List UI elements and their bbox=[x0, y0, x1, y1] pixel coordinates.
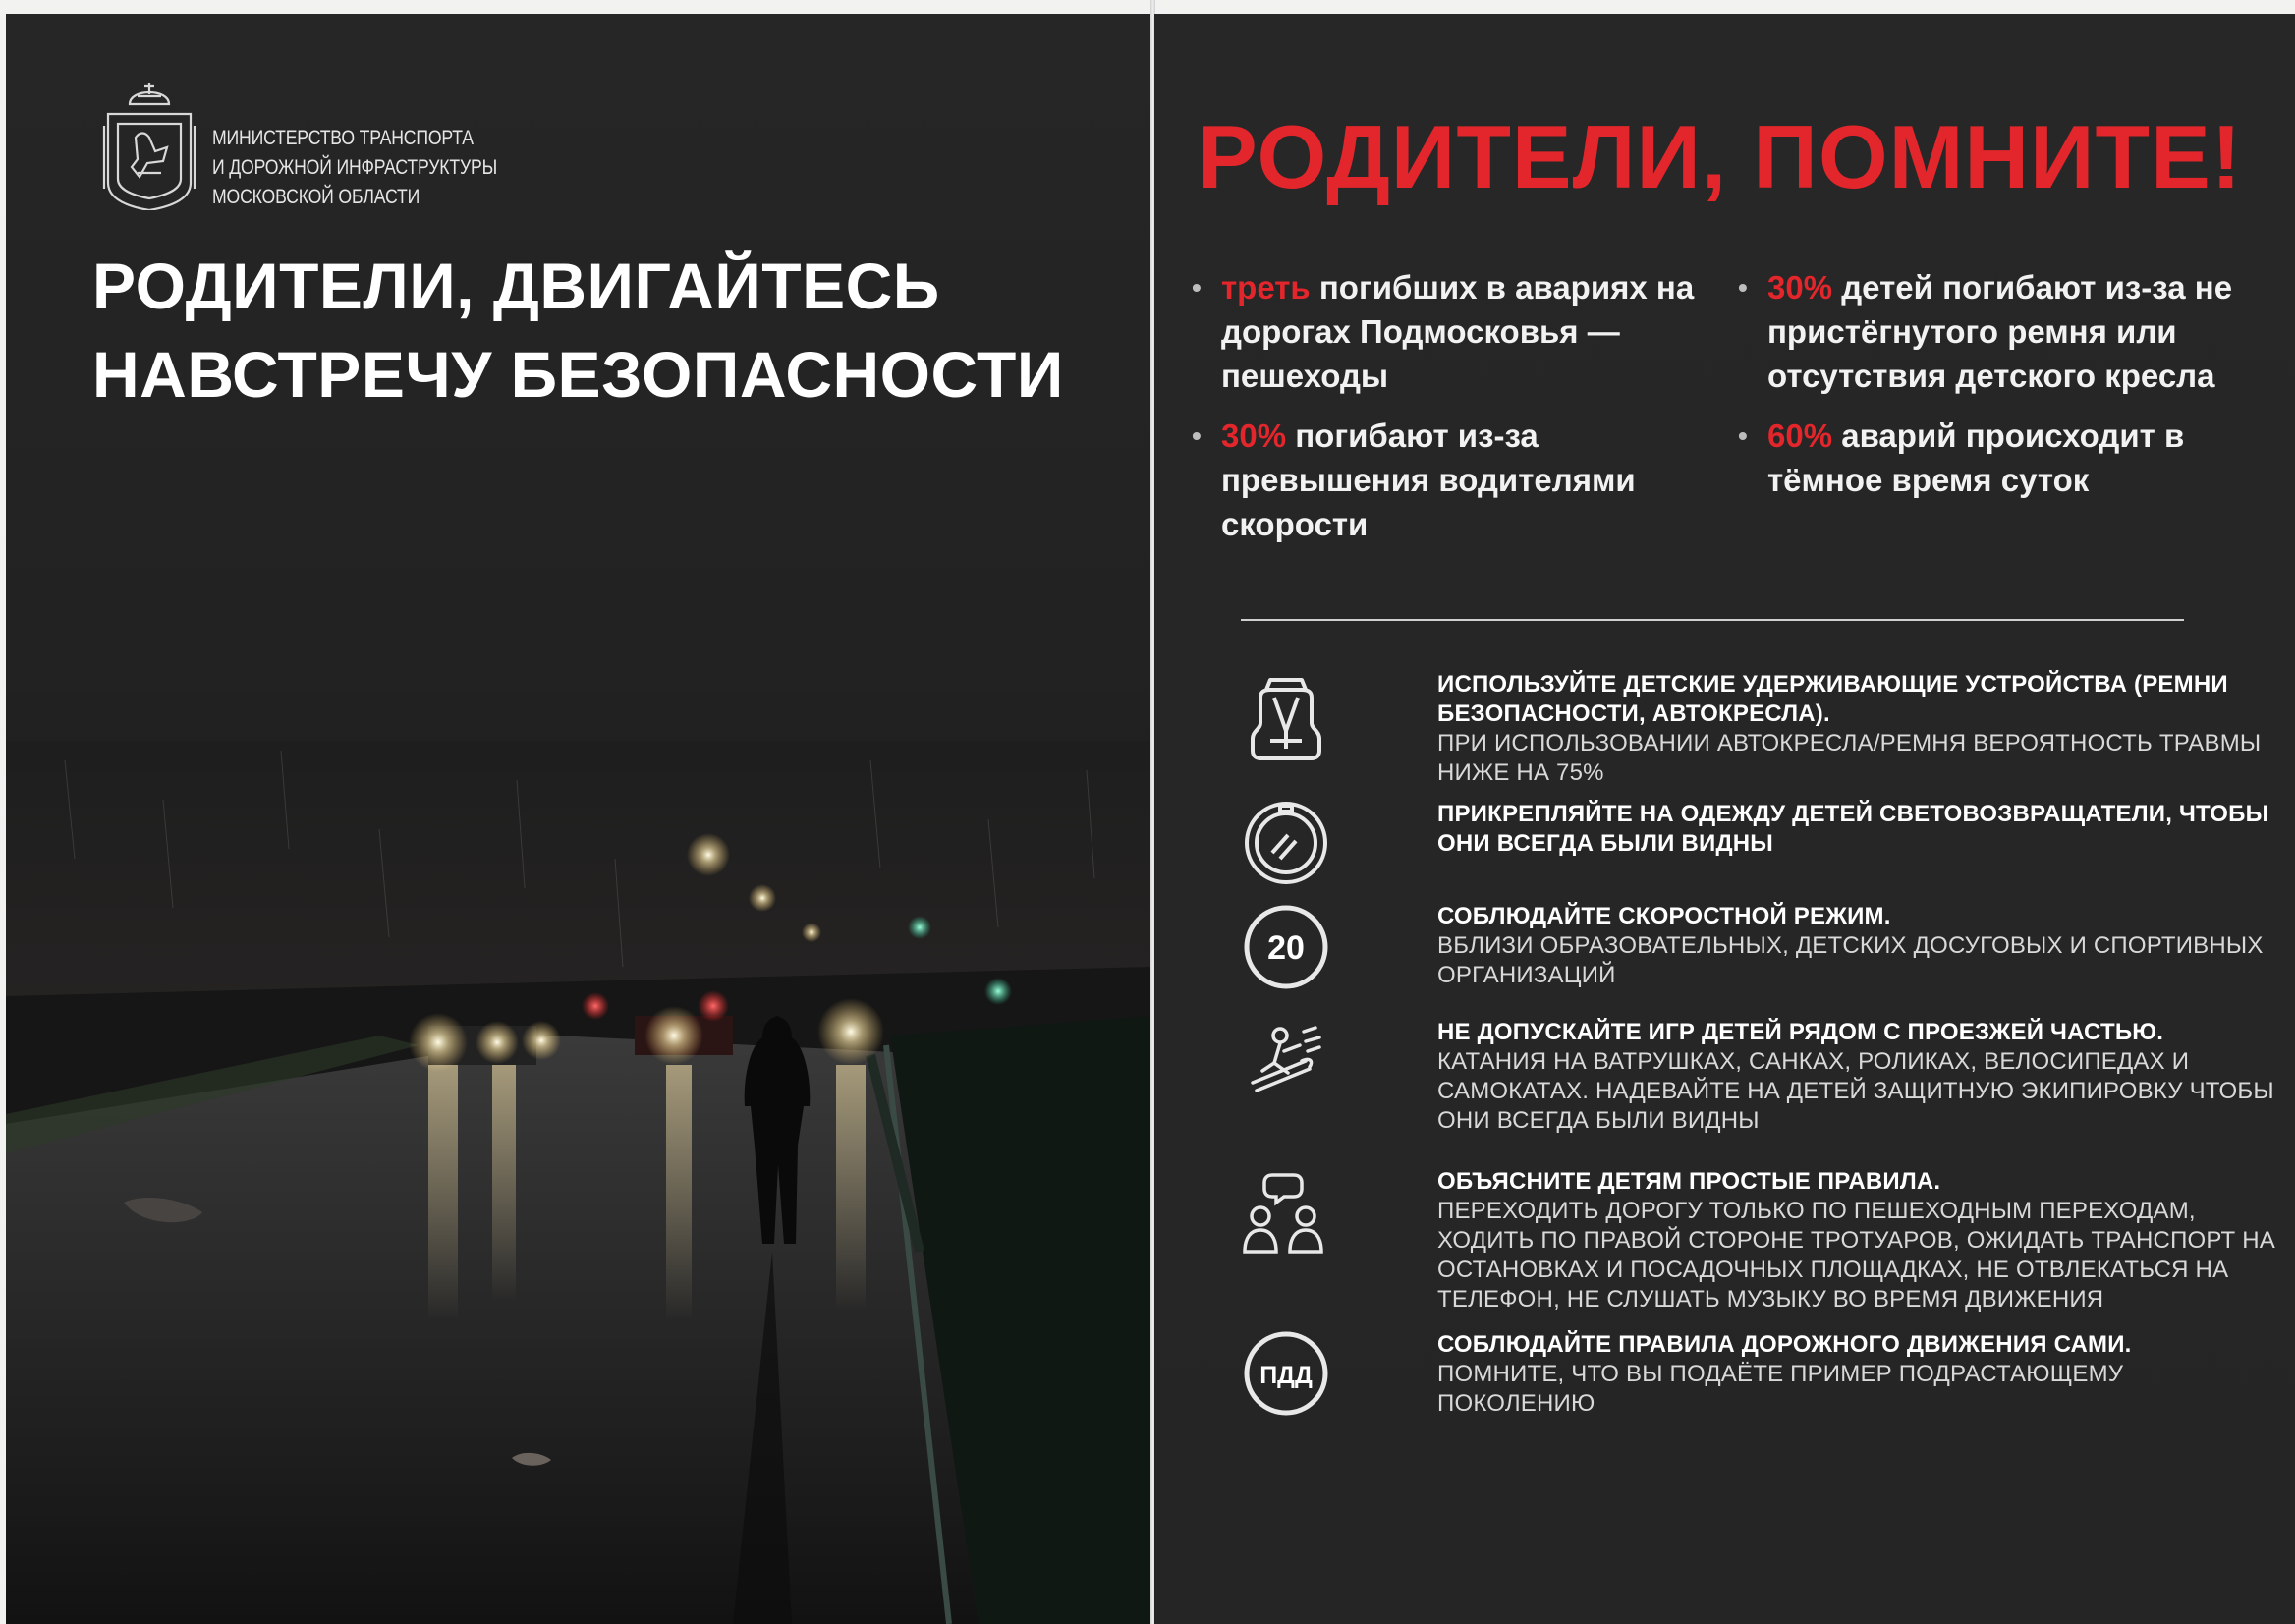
fact-text: погибают из-за превышения водителями скорости bbox=[1221, 418, 1636, 542]
ministry-line: И ДОРОЖНОЙ ИНФРАСТРУКТУРЫ bbox=[212, 156, 498, 179]
facts-column-left bbox=[1190, 265, 1720, 562]
tip-text bbox=[1437, 1167, 2282, 1315]
fact-highlight: 60% bbox=[1767, 418, 1833, 454]
tip-text bbox=[1437, 1330, 2282, 1419]
tip-heading: ОБЪЯСНИТЕ ДЕТЯМ ПРОСТЫЕ ПРАВИЛА. bbox=[1437, 1168, 1941, 1195]
fact-item bbox=[1736, 414, 2267, 502]
tip-text bbox=[1437, 670, 2282, 788]
traffic-rules-icon bbox=[1241, 1328, 1331, 1419]
title-line: НАВСТРЕЧУ БЕЗОПАСНОСТИ bbox=[92, 338, 1064, 411]
tip-body: ПРИ ИСПОЛЬЗОВАНИИ АВТОКРЕСЛА/РЕМНЯ ВЕРОЯТНОСТЬ ТРАВМЫ НИЖЕ НА 75% bbox=[1437, 730, 2262, 786]
fact-item bbox=[1190, 265, 1720, 398]
sled-icon bbox=[1241, 1018, 1331, 1108]
fact-highlight: треть bbox=[1221, 269, 1311, 306]
section-divider bbox=[1241, 619, 2184, 621]
reflector-icon bbox=[1241, 798, 1331, 888]
night-road-pedestrian-photo bbox=[6, 741, 1151, 1624]
tip-text bbox=[1437, 1018, 2282, 1136]
tip-body: КАТАНИЯ НА ВАТРУШКАХ, САНКАХ, РОЛИКАХ, ВЕЛОСИПЕДАХ И САМОКАТАХ. НАДЕВАЙТЕ НА ДЕТЕЙ ЗАЩИТНУЮ ЭКИПИРОВКУ ЧТОБЫ ОНИ ВСЕГДА БЫЛИ ВИДНЫ bbox=[1437, 1048, 2274, 1134]
left-page bbox=[6, 14, 1151, 1624]
tip-body: ВБЛИЗИ ОБРАЗОВАТЕЛЬНЫХ, ДЕТСКИХ ДОСУГОВЫХ И СПОРТИВНЫХ ОРГАНИЗАЦИЙ bbox=[1437, 932, 2264, 988]
right-page-title: РОДИТЕЛИ, ПОМНИТЕ! bbox=[1198, 108, 2243, 207]
left-page-title bbox=[92, 242, 1064, 419]
fact-item bbox=[1190, 414, 1720, 546]
tip-heading: СОБЛЮДАЙТЕ ПРАВИЛА ДОРОЖНОГО ДВИЖЕНИЯ САМИ. bbox=[1437, 1331, 2132, 1358]
right-page bbox=[1154, 14, 2295, 1624]
ministry-line: МОСКОВСКОЙ ОБЛАСТИ bbox=[212, 186, 420, 208]
fact-text: аварий происходит в тёмное время суток bbox=[1767, 418, 2185, 498]
tip-body: ПЕРЕХОДИТЬ ДОРОГУ ТОЛЬКО ПО ПЕШЕХОДНЫМ ПЕРЕХОДАМ, ХОДИТЬ ПО ПРАВОЙ СТОРОНЕ ТРОТУАРОВ, ОЖИДАТЬ ТРАНСПОРТ НА ОСТАНОВКАХ И ПОСАДОЧНЫХ ПЛОЩАДКАХ, НЕ ОТВЛЕКАТЬСЯ НА ТЕЛЕФОН, НЕ СЛУШАТЬ МУЗЫКУ ВО ВРЕМЯ ДВИЖЕНИЯ bbox=[1437, 1198, 2275, 1313]
tip-heading: НЕ ДОПУСКАЙТЕ ИГР ДЕТЕЙ РЯДОМ С ПРОЕЗЖЕЙ ЧАСТЬЮ. bbox=[1437, 1019, 2164, 1045]
moscow-oblast-emblem-icon bbox=[100, 75, 198, 210]
tip-heading: СОБЛЮДАЙТЕ СКОРОСТНОЙ РЕЖИМ. bbox=[1437, 903, 1891, 929]
tip-text bbox=[1437, 902, 2282, 990]
ministry-line: МИНИСТЕРСТВО ТРАНСПОРТА bbox=[212, 127, 474, 149]
fact-highlight: 30% bbox=[1221, 418, 1287, 454]
tip-text bbox=[1437, 800, 2282, 859]
speed-limit-icon bbox=[1241, 902, 1331, 992]
conversation-icon bbox=[1241, 1169, 1331, 1260]
fact-text: детей погибают из-за не пристёгнутого ремня или отсутствия детского кресла bbox=[1767, 269, 2233, 394]
speed-limit-value: 20 bbox=[1267, 929, 1305, 967]
fact-item bbox=[1736, 265, 2267, 398]
car-seat-icon bbox=[1241, 672, 1331, 762]
title-line: РОДИТЕЛИ, ДВИГАЙТЕСЬ bbox=[92, 250, 940, 322]
traffic-rules-label: ПДД bbox=[1259, 1362, 1313, 1389]
ministry-name bbox=[212, 124, 497, 212]
fact-text: погибших в авариях на дорогах Подмосковья — пешеходы bbox=[1221, 269, 1695, 394]
tip-body: ПОМНИТЕ, ЧТО ВЫ ПОДАЁТЕ ПРИМЕР ПОДРАСТАЮЩЕМУ ПОКОЛЕНИЮ bbox=[1437, 1361, 2124, 1417]
fact-highlight: 30% bbox=[1767, 269, 1833, 306]
tip-heading: ИСПОЛЬЗУЙТЕ ДЕТСКИЕ УДЕРЖИВАЮЩИЕ УСТРОЙСТВА (РЕМНИ БЕЗОПАСНОСТИ, АВТОКРЕСЛА). bbox=[1437, 671, 2228, 727]
tip-heading: ПРИКРЕПЛЯЙТЕ НА ОДЕЖДУ ДЕТЕЙ СВЕТОВОЗВРАЩАТЕЛИ, ЧТОБЫ ОНИ ВСЕГДА БЫЛИ ВИДНЫ bbox=[1437, 801, 2269, 857]
facts-column-right bbox=[1736, 265, 2267, 518]
